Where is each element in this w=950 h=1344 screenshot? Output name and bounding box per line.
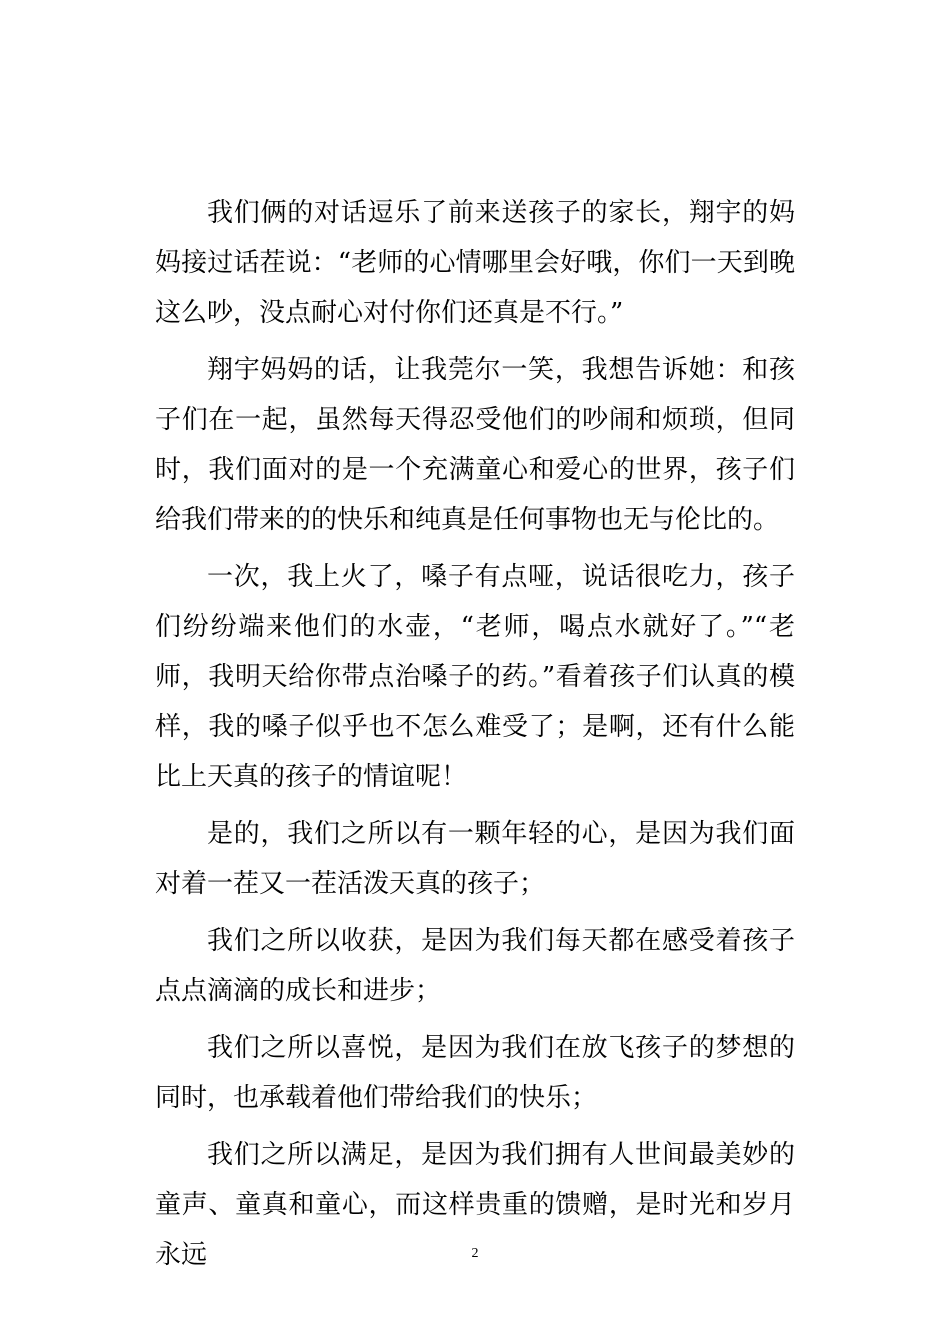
body-text (155, 188, 795, 1287)
paragraph-3: 一次，我上火了，嗓子有点哑，说话很吃力，孩子们纷纷端来他们的水壶，“老师，喝点水就好了。”“老师，我明天给你带点治嗓子的药。”看着孩子们认真的模样，我的嗓子似乎也不怎么难受了；是啊，还有什么能比上天真的孩子的情谊呢！ (155, 562, 795, 792)
paragraph-6: 我们之所以喜悦，是因为我们在放飞孩子的梦想的同时，也承载着他们带给我们的快乐； (155, 1033, 795, 1113)
paragraph-1: 我们俩的对话逗乐了前来送孩子的家长，翔宇的妈妈接过话茬说：“老师的心情哪里会好哦，你们一天到晚这么吵，没点耐心对付你们还真是不行。” (155, 198, 795, 328)
paragraph-7: 我们之所以满足，是因为我们拥有人世间最美妙的童声、童真和童心，而这样贵重的馈赠，是时光和岁月永远 (155, 1140, 795, 1270)
paragraph-4: 是的，我们之所以有一颗年轻的心，是因为我们面对着一茬又一茬活泼天真的孩子； (155, 819, 795, 899)
paragraph-2: 翔宇妈妈的话，让我莞尔一笑，我想告诉她：和孩子们在一起，虽然每天得忍受他们的吵闹和烦琐，但同时，我们面对的是一个充满童心和爱心的世界，孩子们给我们带来的的快乐和纯真是任何事物也无与伦比的。 (155, 355, 795, 535)
page-number: 2 (471, 1246, 479, 1261)
paragraph-5: 我们之所以收获，是因为我们每天都在感受着孩子点点滴滴的成长和进步； (155, 926, 795, 1006)
